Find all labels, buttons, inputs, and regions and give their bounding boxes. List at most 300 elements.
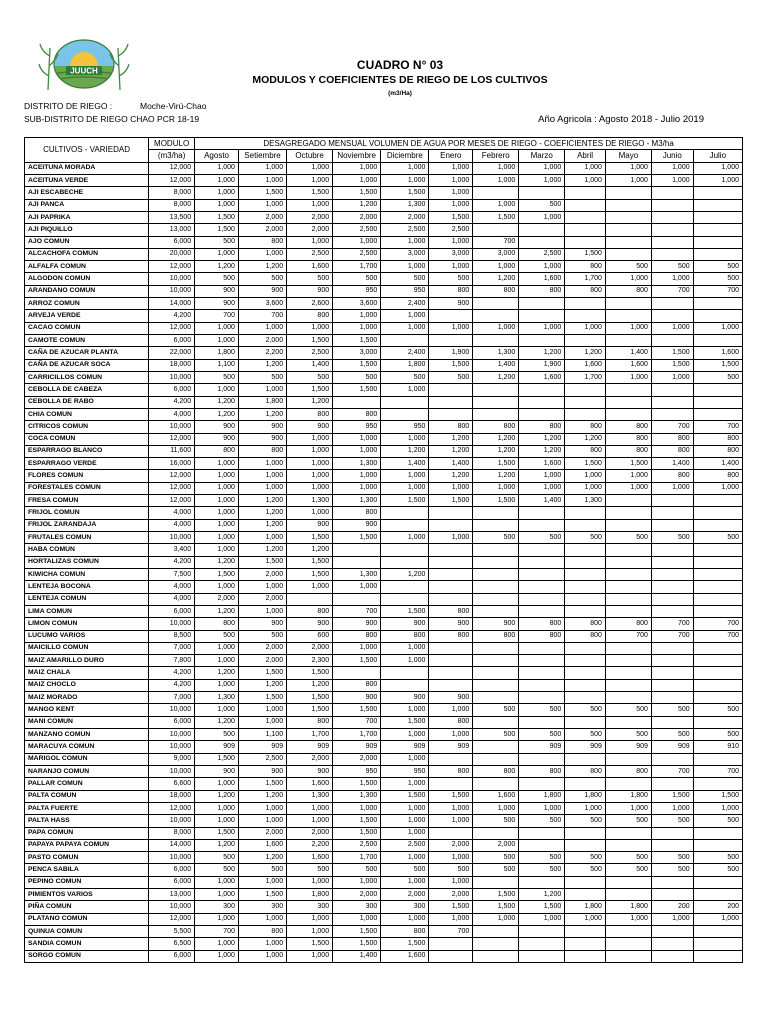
month-value-cell: 300 xyxy=(287,901,333,913)
month-value-cell xyxy=(565,593,606,605)
month-value-cell xyxy=(693,335,742,347)
table-row xyxy=(25,802,743,814)
crop-name-cell: PALTA HASS xyxy=(25,815,149,827)
month-value-cell: 1,000 xyxy=(429,815,473,827)
month-value-cell xyxy=(693,211,742,223)
table-row xyxy=(25,581,743,593)
month-value-cell xyxy=(429,556,473,568)
month-value-cell: 800 xyxy=(519,618,565,630)
month-value-cell: 3,600 xyxy=(238,298,286,310)
month-value-cell: 700 xyxy=(473,236,519,248)
month-value-cell xyxy=(693,568,742,580)
month-value-cell: 600 xyxy=(287,630,333,642)
month-value-cell: 500 xyxy=(565,729,606,741)
table-row xyxy=(25,396,743,408)
month-value-cell: 1,000 xyxy=(429,852,473,864)
crop-name-cell: ALCACHOFA COMUN xyxy=(25,248,149,260)
month-value-cell xyxy=(519,384,565,396)
month-value-cell: 2,300 xyxy=(287,655,333,667)
month-value-cell: 1,200 xyxy=(381,445,429,457)
month-value-cell xyxy=(565,224,606,236)
month-value-cell xyxy=(605,667,651,679)
month-value-cell xyxy=(651,581,693,593)
month-value-cell xyxy=(605,778,651,790)
month-value-cell xyxy=(473,778,519,790)
month-value-cell: 1,300 xyxy=(333,790,381,802)
month-value-cell xyxy=(519,716,565,728)
month-value-cell: 500 xyxy=(605,864,651,876)
month-value-cell: 800 xyxy=(565,285,606,297)
month-value-cell xyxy=(519,298,565,310)
month-value-cell xyxy=(519,938,565,950)
agricultural-year: Año Agricola : Agosto 2018 - Julio 2019 xyxy=(538,114,704,125)
month-value-cell xyxy=(519,581,565,593)
units-label: (m3/Ha) xyxy=(388,90,412,97)
month-value-cell xyxy=(651,716,693,728)
month-value-cell xyxy=(605,544,651,556)
month-value-cell: 1,400 xyxy=(429,458,473,470)
table-row xyxy=(25,211,743,223)
modulo-cell: 7,000 xyxy=(149,642,195,654)
month-value-cell xyxy=(565,335,606,347)
crop-name-cell: COCA COMUN xyxy=(25,433,149,445)
modulo-cell: 4,200 xyxy=(149,310,195,322)
month-value-cell: 500 xyxy=(651,704,693,716)
table-row xyxy=(25,815,743,827)
table-row xyxy=(25,347,743,359)
month-value-cell xyxy=(473,753,519,765)
month-value-cell xyxy=(333,556,381,568)
modulo-cell: 10,000 xyxy=(149,532,195,544)
month-value-cell xyxy=(429,519,473,531)
modulo-cell: 13,500 xyxy=(149,211,195,223)
modulo-cell: 7,500 xyxy=(149,568,195,580)
month-value-cell: 1,000 xyxy=(238,802,286,814)
month-value-cell: 1,000 xyxy=(333,470,381,482)
month-value-cell xyxy=(605,581,651,593)
table-row xyxy=(25,470,743,482)
month-value-cell xyxy=(693,187,742,199)
month-value-cell: 800 xyxy=(287,716,333,728)
table-row xyxy=(25,162,743,174)
modulo-cell: 13,000 xyxy=(149,224,195,236)
month-value-cell: 3,600 xyxy=(333,298,381,310)
month-value-cell: 500 xyxy=(565,864,606,876)
month-value-cell: 500 xyxy=(605,532,651,544)
month-value-cell xyxy=(473,556,519,568)
modulo-cell: 20,000 xyxy=(149,248,195,260)
modulo-cell: 4,200 xyxy=(149,396,195,408)
month-value-cell: 1,500 xyxy=(429,359,473,371)
month-value-cell: 1,000 xyxy=(473,802,519,814)
month-value-cell: 700 xyxy=(333,605,381,617)
month-value-cell: 1,000 xyxy=(381,827,429,839)
table-row xyxy=(25,532,743,544)
month-value-cell xyxy=(693,581,742,593)
modulo-cell: 22,000 xyxy=(149,347,195,359)
month-value-cell: 1,000 xyxy=(287,876,333,888)
month-value-cell: 900 xyxy=(195,765,239,777)
month-value-cell xyxy=(565,679,606,691)
crop-name-cell: AJI PIQUILLO xyxy=(25,224,149,236)
month-value-cell: 1,000 xyxy=(195,470,239,482)
modulo-cell: 4,000 xyxy=(149,519,195,531)
month-value-cell: 1,000 xyxy=(238,470,286,482)
month-value-cell xyxy=(381,335,429,347)
table-row xyxy=(25,187,743,199)
month-value-cell xyxy=(651,950,693,962)
month-value-cell: 1,300 xyxy=(287,790,333,802)
subdistrito-label: SUB-DISTRITO DE RIEGO CHAO PCR 18-19 xyxy=(24,114,200,124)
month-value-cell: 1,500 xyxy=(473,889,519,901)
month-value-cell: 900 xyxy=(287,618,333,630)
month-value-cell: 2,000 xyxy=(333,889,381,901)
month-value-cell: 800 xyxy=(473,765,519,777)
month-value-cell: 909 xyxy=(429,741,473,753)
month-value-cell: 500 xyxy=(333,371,381,383)
month-header: Diciembre xyxy=(381,150,429,162)
modulo-cell: 10,000 xyxy=(149,815,195,827)
table-row xyxy=(25,876,743,888)
month-value-cell xyxy=(381,581,429,593)
month-value-cell: 1,500 xyxy=(381,716,429,728)
month-value-cell: 1,900 xyxy=(519,359,565,371)
month-value-cell xyxy=(651,642,693,654)
month-value-cell: 1,000 xyxy=(429,532,473,544)
crop-name-cell: HABA COMUN xyxy=(25,544,149,556)
month-value-cell: 1,200 xyxy=(519,889,565,901)
month-value-cell: 700 xyxy=(195,310,239,322)
month-value-cell: 909 xyxy=(195,741,239,753)
month-value-cell: 1,500 xyxy=(473,901,519,913)
month-value-cell: 1,000 xyxy=(381,815,429,827)
month-value-cell: 1,200 xyxy=(238,679,286,691)
month-value-cell: 2,000 xyxy=(287,753,333,765)
month-value-cell: 1,000 xyxy=(381,470,429,482)
table-row xyxy=(25,729,743,741)
month-value-cell: 500 xyxy=(565,852,606,864)
crop-name-cell: MAICILLO COMUN xyxy=(25,642,149,654)
month-value-cell: 1,200 xyxy=(381,568,429,580)
month-value-cell: 1,000 xyxy=(381,322,429,334)
month-value-cell: 800 xyxy=(565,445,606,457)
month-value-cell: 800 xyxy=(605,765,651,777)
month-value-cell xyxy=(651,408,693,420)
month-value-cell xyxy=(565,889,606,901)
modulo-cell: 6,000 xyxy=(149,716,195,728)
modulo-cell: 10,000 xyxy=(149,729,195,741)
month-value-cell: 1,000 xyxy=(381,704,429,716)
month-value-cell: 1,300 xyxy=(333,458,381,470)
month-value-cell: 909 xyxy=(287,741,333,753)
month-value-cell: 900 xyxy=(333,519,381,531)
modulo-cell: 4,000 xyxy=(149,507,195,519)
month-value-cell: 1,200 xyxy=(195,605,239,617)
month-value-cell: 1,000 xyxy=(195,335,239,347)
month-value-cell: 950 xyxy=(333,765,381,777)
table-row xyxy=(25,421,743,433)
month-value-cell xyxy=(333,593,381,605)
crop-name-cell: PALLAR COMUN xyxy=(25,778,149,790)
month-value-cell: 2,500 xyxy=(381,224,429,236)
month-value-cell: 500 xyxy=(605,852,651,864)
month-value-cell: 1,000 xyxy=(195,495,239,507)
month-value-cell: 1,700 xyxy=(333,852,381,864)
table-row xyxy=(25,630,743,642)
modulo-cell: 12,000 xyxy=(149,174,195,186)
table-row xyxy=(25,298,743,310)
month-value-cell: 1,000 xyxy=(381,174,429,186)
month-value-cell: 1,000 xyxy=(287,458,333,470)
month-value-cell: 1,000 xyxy=(381,384,429,396)
month-value-cell: 1,000 xyxy=(195,802,239,814)
crop-name-cell: CAÑA DE AZUCAR PLANTA xyxy=(25,347,149,359)
month-value-cell: 500 xyxy=(519,852,565,864)
month-value-cell xyxy=(651,199,693,211)
month-value-cell xyxy=(651,889,693,901)
modulo-cell: 6,500 xyxy=(149,938,195,950)
month-value-cell: 1,000 xyxy=(287,322,333,334)
month-value-cell: 2,500 xyxy=(238,753,286,765)
month-value-cell: 1,000 xyxy=(287,445,333,457)
table-row xyxy=(25,359,743,371)
month-value-cell: 500 xyxy=(605,704,651,716)
month-value-cell: 1,000 xyxy=(605,371,651,383)
month-value-cell xyxy=(693,507,742,519)
month-value-cell: 1,500 xyxy=(238,889,286,901)
month-value-cell xyxy=(693,544,742,556)
month-value-cell xyxy=(473,581,519,593)
crop-name-cell: LENTEJA BOCONA xyxy=(25,581,149,593)
month-value-cell: 1,500 xyxy=(651,790,693,802)
month-value-cell: 900 xyxy=(429,618,473,630)
crop-name-cell: FRIJOL ZARANDAJA xyxy=(25,519,149,531)
month-value-cell: 900 xyxy=(287,421,333,433)
month-value-cell: 500 xyxy=(195,729,239,741)
month-value-cell: 909 xyxy=(651,741,693,753)
crop-name-cell: ACEITUNA VERDE xyxy=(25,174,149,186)
modulo-cell: 13,000 xyxy=(149,889,195,901)
modulo-cell: 6,600 xyxy=(149,778,195,790)
month-value-cell: 300 xyxy=(195,901,239,913)
month-value-cell: 1,000 xyxy=(473,162,519,174)
crop-name-cell: FRIJOL COMUN xyxy=(25,507,149,519)
month-value-cell: 1,000 xyxy=(381,236,429,248)
month-value-cell: 500 xyxy=(565,704,606,716)
month-value-cell: 500 xyxy=(429,371,473,383)
month-value-cell xyxy=(473,384,519,396)
month-value-cell xyxy=(473,950,519,962)
month-value-cell: 1,600 xyxy=(519,458,565,470)
month-value-cell: 1,000 xyxy=(238,876,286,888)
month-value-cell: 1,000 xyxy=(381,655,429,667)
month-value-cell: 1,500 xyxy=(693,790,742,802)
month-value-cell xyxy=(605,199,651,211)
month-value-cell: 1,000 xyxy=(605,322,651,334)
month-value-cell: 1,500 xyxy=(195,753,239,765)
table-row xyxy=(25,667,743,679)
month-value-cell: 1,500 xyxy=(333,359,381,371)
month-value-cell: 2,500 xyxy=(333,839,381,851)
month-value-cell xyxy=(693,889,742,901)
month-value-cell: 2,000 xyxy=(333,211,381,223)
crop-name-cell: AJI PAPRIKA xyxy=(25,211,149,223)
month-value-cell: 900 xyxy=(381,618,429,630)
month-value-cell xyxy=(605,876,651,888)
crop-name-cell: KIWICHA COMUN xyxy=(25,568,149,580)
month-value-cell: 1,000 xyxy=(333,642,381,654)
month-value-cell: 800 xyxy=(238,236,286,248)
month-value-cell xyxy=(605,679,651,691)
month-value-cell: 1,000 xyxy=(381,482,429,494)
month-value-cell xyxy=(605,396,651,408)
month-value-cell: 1,000 xyxy=(651,482,693,494)
month-value-cell: 1,000 xyxy=(195,519,239,531)
month-value-cell: 1,800 xyxy=(381,359,429,371)
month-value-cell: 500 xyxy=(238,630,286,642)
month-value-cell: 800 xyxy=(429,421,473,433)
month-value-cell: 1,800 xyxy=(605,901,651,913)
month-value-cell: 500 xyxy=(651,532,693,544)
month-value-cell: 500 xyxy=(473,704,519,716)
month-value-cell: 1,500 xyxy=(333,778,381,790)
month-value-cell: 1,400 xyxy=(287,359,333,371)
crop-name-cell: LUCUMO VARIOS xyxy=(25,630,149,642)
crop-name-cell: PAPA COMUN xyxy=(25,827,149,839)
crop-name-cell: FORESTALES COMUN xyxy=(25,482,149,494)
month-value-cell: 500 xyxy=(693,704,742,716)
month-value-cell: 500 xyxy=(195,852,239,864)
month-value-cell: 800 xyxy=(287,310,333,322)
desagregado-header: DESAGREGADO MENSUAL VOLUMEN DE AGUA POR MESES DE RIEGO - COEFICIENTES DE RIEGO - M3/ha xyxy=(195,138,743,150)
month-value-cell: 500 xyxy=(238,864,286,876)
month-value-cell: 800 xyxy=(651,433,693,445)
table-row xyxy=(25,926,743,938)
month-value-cell: 500 xyxy=(605,261,651,273)
month-value-cell xyxy=(519,876,565,888)
month-value-cell: 1,500 xyxy=(473,211,519,223)
month-value-cell: 3,000 xyxy=(429,248,473,260)
month-value-cell: 1,000 xyxy=(605,162,651,174)
crop-name-cell: CHIA COMUN xyxy=(25,408,149,420)
month-value-cell: 1,300 xyxy=(333,495,381,507)
month-value-cell: 1,200 xyxy=(287,679,333,691)
modulo-cell: 6,000 xyxy=(149,876,195,888)
document-subtitle: MODULOS Y COEFICIENTES DE RIEGO DE LOS CULTIVOS xyxy=(252,74,548,86)
month-value-cell: 1,600 xyxy=(287,778,333,790)
month-value-cell xyxy=(565,384,606,396)
month-value-cell: 1,200 xyxy=(287,396,333,408)
month-value-cell: 800 xyxy=(605,421,651,433)
month-value-cell: 1,200 xyxy=(195,790,239,802)
month-value-cell: 1,000 xyxy=(195,248,239,260)
crop-name-cell: FRUTALES COMUN xyxy=(25,532,149,544)
month-value-cell xyxy=(605,827,651,839)
month-value-cell: 800 xyxy=(287,408,333,420)
month-value-cell: 1,400 xyxy=(605,347,651,359)
month-value-cell: 1,300 xyxy=(381,199,429,211)
crop-name-cell: MAIZ CHOCLO xyxy=(25,679,149,691)
month-value-cell: 1,500 xyxy=(333,187,381,199)
month-value-cell: 1,000 xyxy=(651,802,693,814)
month-value-cell: 1,000 xyxy=(195,704,239,716)
month-value-cell xyxy=(605,507,651,519)
month-value-cell xyxy=(519,605,565,617)
month-value-cell: 500 xyxy=(565,815,606,827)
month-value-cell: 2,000 xyxy=(238,827,286,839)
crop-name-cell: SANDIA COMUN xyxy=(25,938,149,950)
month-value-cell: 909 xyxy=(519,741,565,753)
month-value-cell: 1,000 xyxy=(473,482,519,494)
month-value-cell xyxy=(381,544,429,556)
modulo-cell: 12,000 xyxy=(149,261,195,273)
month-value-cell: 1,200 xyxy=(238,261,286,273)
month-value-cell xyxy=(473,310,519,322)
modulo-unit: (m3/ha) xyxy=(149,150,195,162)
month-value-cell xyxy=(473,741,519,753)
month-value-cell xyxy=(473,655,519,667)
modulo-cell: 12,000 xyxy=(149,470,195,482)
month-value-cell: 1,200 xyxy=(429,433,473,445)
month-value-cell xyxy=(605,187,651,199)
month-value-cell: 800 xyxy=(333,507,381,519)
crop-name-cell: FLORES COMUN xyxy=(25,470,149,482)
month-value-cell xyxy=(693,605,742,617)
month-header: Setiembre xyxy=(238,150,286,162)
modulo-cell: 8,000 xyxy=(149,827,195,839)
month-value-cell: 1,000 xyxy=(565,913,606,925)
month-value-cell: 950 xyxy=(381,421,429,433)
month-value-cell: 800 xyxy=(381,926,429,938)
month-value-cell: 800 xyxy=(429,716,473,728)
month-value-cell: 800 xyxy=(473,285,519,297)
crop-name-cell: SORGO COMUN xyxy=(25,950,149,962)
month-value-cell: 1,500 xyxy=(287,556,333,568)
month-value-cell: 800 xyxy=(429,630,473,642)
month-value-cell xyxy=(429,950,473,962)
month-value-cell xyxy=(519,679,565,691)
table-row xyxy=(25,482,743,494)
month-value-cell: 1,000 xyxy=(429,261,473,273)
month-value-cell xyxy=(651,839,693,851)
month-value-cell: 900 xyxy=(287,765,333,777)
month-value-cell: 1,500 xyxy=(195,211,239,223)
month-value-cell: 700 xyxy=(651,618,693,630)
month-value-cell: 500 xyxy=(381,273,429,285)
month-value-cell: 1,500 xyxy=(333,815,381,827)
month-value-cell: 500 xyxy=(238,273,286,285)
month-value-cell: 1,800 xyxy=(519,790,565,802)
month-value-cell xyxy=(565,839,606,851)
crop-name-cell: MAIZ AMARILLO DURO xyxy=(25,655,149,667)
month-value-cell: 1,100 xyxy=(238,729,286,741)
month-value-cell: 800 xyxy=(693,470,742,482)
month-value-cell: 1,500 xyxy=(287,187,333,199)
month-value-cell: 1,000 xyxy=(565,802,606,814)
month-value-cell: 950 xyxy=(381,765,429,777)
month-value-cell: 1,000 xyxy=(238,174,286,186)
month-value-cell xyxy=(519,224,565,236)
month-value-cell: 500 xyxy=(287,273,333,285)
month-value-cell xyxy=(605,495,651,507)
month-value-cell: 1,600 xyxy=(238,839,286,851)
month-value-cell: 1,000 xyxy=(287,236,333,248)
crop-name-cell: ARANDANO COMUN xyxy=(25,285,149,297)
table-row xyxy=(25,778,743,790)
month-value-cell xyxy=(381,507,429,519)
month-value-cell xyxy=(693,408,742,420)
month-value-cell: 500 xyxy=(605,815,651,827)
